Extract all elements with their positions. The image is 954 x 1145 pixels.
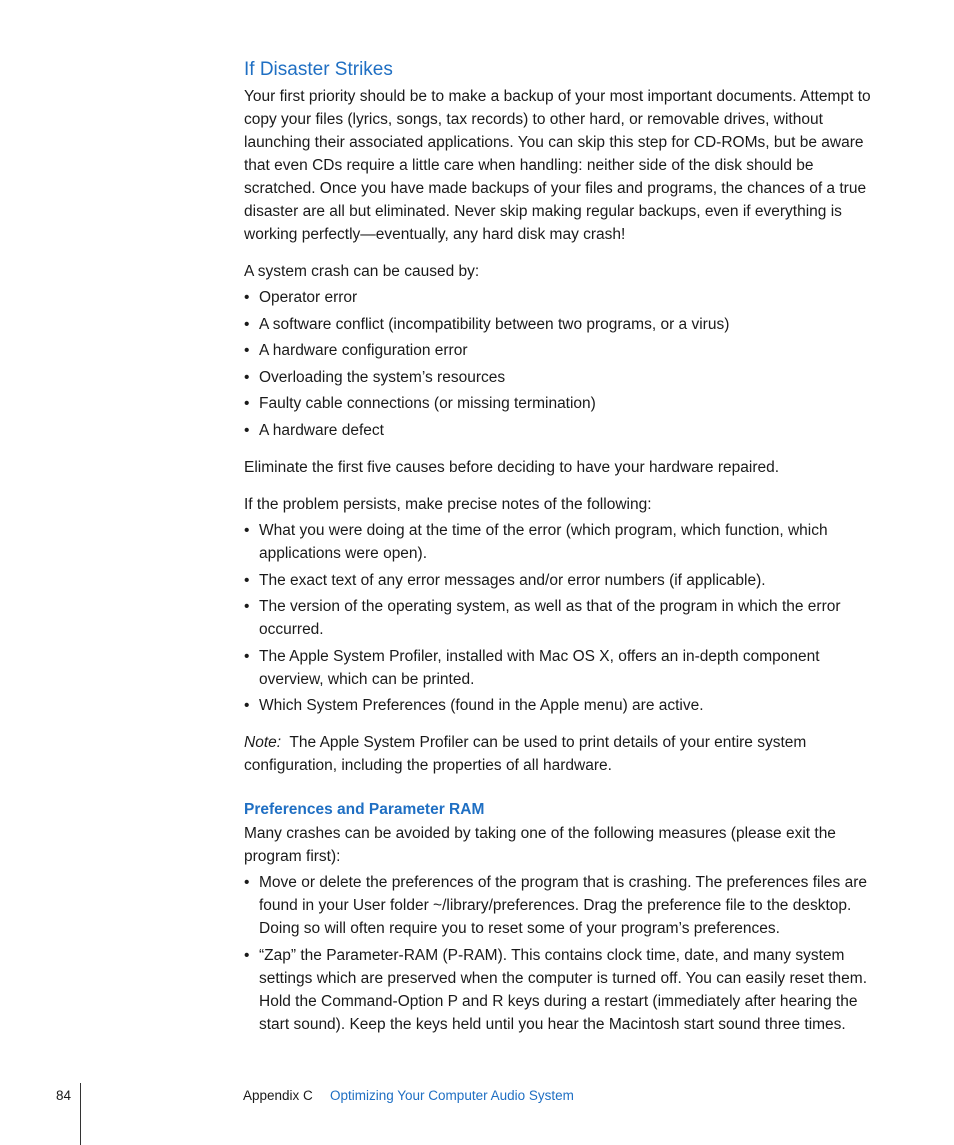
footer-appendix: Appendix C xyxy=(243,1088,313,1103)
intro-paragraph: Your first priority should be to make a backup of your most important documents. Attempt to copy your files (lyrics, songs, tax records) to other hard, or removable drives, without launching their associated applications. You can skip this step for CD-ROMs, but be aware that even CDs require a little care when handling: neither side of the disk should be scratched. Once you have made backups of your files and programs, the chances of a true disaster are all but eliminated. Never skip making regular backups, even if everything is working perfectly—eventually, any hard disk may crash! xyxy=(244,88,871,243)
list-item-text: A hardware defect xyxy=(259,421,384,439)
list-item xyxy=(244,392,874,415)
list-item-text: A hardware configuration error xyxy=(259,342,468,360)
bullet: • xyxy=(244,571,250,589)
bullet: • xyxy=(244,521,250,539)
list-item-text: Overloading the system’s resources xyxy=(259,368,506,386)
list-item xyxy=(244,339,874,362)
causes-intro: A system crash can be caused by: xyxy=(244,263,480,280)
list-item xyxy=(244,419,874,442)
list-item-text: Faulty cable connections (or missing termination) xyxy=(259,395,596,413)
bullet: • xyxy=(244,647,250,665)
bullet: • xyxy=(244,946,250,964)
list-item-text: Operator error xyxy=(259,289,358,306)
list-item xyxy=(244,645,874,691)
list-item-text: The version of the operating system, as well as that of the program in which the error occurred. xyxy=(259,598,841,639)
bullet: • xyxy=(244,368,250,386)
section-title: If Disaster Strikes xyxy=(244,59,393,80)
notes-intro: If the problem persists, make precise notes of the following: xyxy=(244,495,652,513)
page-number: 84 xyxy=(56,1088,72,1103)
note-label: Note: xyxy=(244,734,282,752)
list-item xyxy=(244,366,874,389)
list-item-text: A software conflict (incompatibility between two programs, or a virus) xyxy=(259,315,730,333)
eliminate-text: Eliminate the first five causes before deciding to have your hardware repaired. xyxy=(244,458,780,476)
list-item-text: The Apple System Profiler, installed with Mac OS X, offers an in-depth component overview, which can be printed. xyxy=(259,647,820,688)
note-paragraph xyxy=(244,731,874,777)
list-item xyxy=(244,871,874,940)
note-text: The Apple System Profiler can be used to print details of your entire system configuration, including the properties of all hardware. xyxy=(244,734,807,775)
measures-list xyxy=(244,871,874,1036)
list-item-text: Move or delete the preferences of the program that is crashing. The preferences files are found in your User folder ~/library/preferences. Drag the preference file to the desktop. Doing so will often require you to reset some of your program’s preferences. xyxy=(259,874,867,938)
bullet: • xyxy=(244,874,250,892)
bullet: • xyxy=(244,289,250,306)
list-item xyxy=(244,313,874,336)
bullet: • xyxy=(244,598,250,616)
list-item-text: What you were doing at the time of the error (which program, which function, which applications were open). xyxy=(259,521,828,562)
list-item-text: “Zap” the Parameter-RAM (P-RAM). This contains clock time, date, and many system settings which are preserved when the computer is turned off. You can easily reset them. Hold the Command-Option P and R keys during a restart (immediately after hearing the start sound). Keep the keys held until you hear the Macintosh start sound three times. xyxy=(259,946,867,1033)
list-item xyxy=(244,595,874,641)
notes-list xyxy=(244,519,874,717)
footer-divider xyxy=(80,1083,81,1145)
causes-list xyxy=(244,286,874,442)
footer-chapter-title: Optimizing Your Computer Audio System xyxy=(330,1088,574,1103)
list-item-text: Which System Preferences (found in the Apple menu) are active. xyxy=(259,697,704,715)
list-item xyxy=(244,944,874,1036)
bullet: • xyxy=(244,697,250,715)
bullet: • xyxy=(244,315,250,333)
bullet: • xyxy=(244,395,250,413)
list-item-text: The exact text of any error messages and/or error numbers (if applicable). xyxy=(259,571,766,589)
page-footer xyxy=(0,1085,954,1115)
list-item xyxy=(244,569,874,592)
list-item xyxy=(244,286,874,309)
subsection-title: Preferences and Parameter RAM xyxy=(244,801,485,819)
list-item xyxy=(244,694,874,717)
bullet: • xyxy=(244,342,250,360)
document-body xyxy=(244,57,874,1040)
list-item xyxy=(244,519,874,565)
subsection-intro: Many crashes can be avoided by taking one of the following measures (please exit the program first): xyxy=(244,825,836,866)
bullet: • xyxy=(244,421,250,439)
